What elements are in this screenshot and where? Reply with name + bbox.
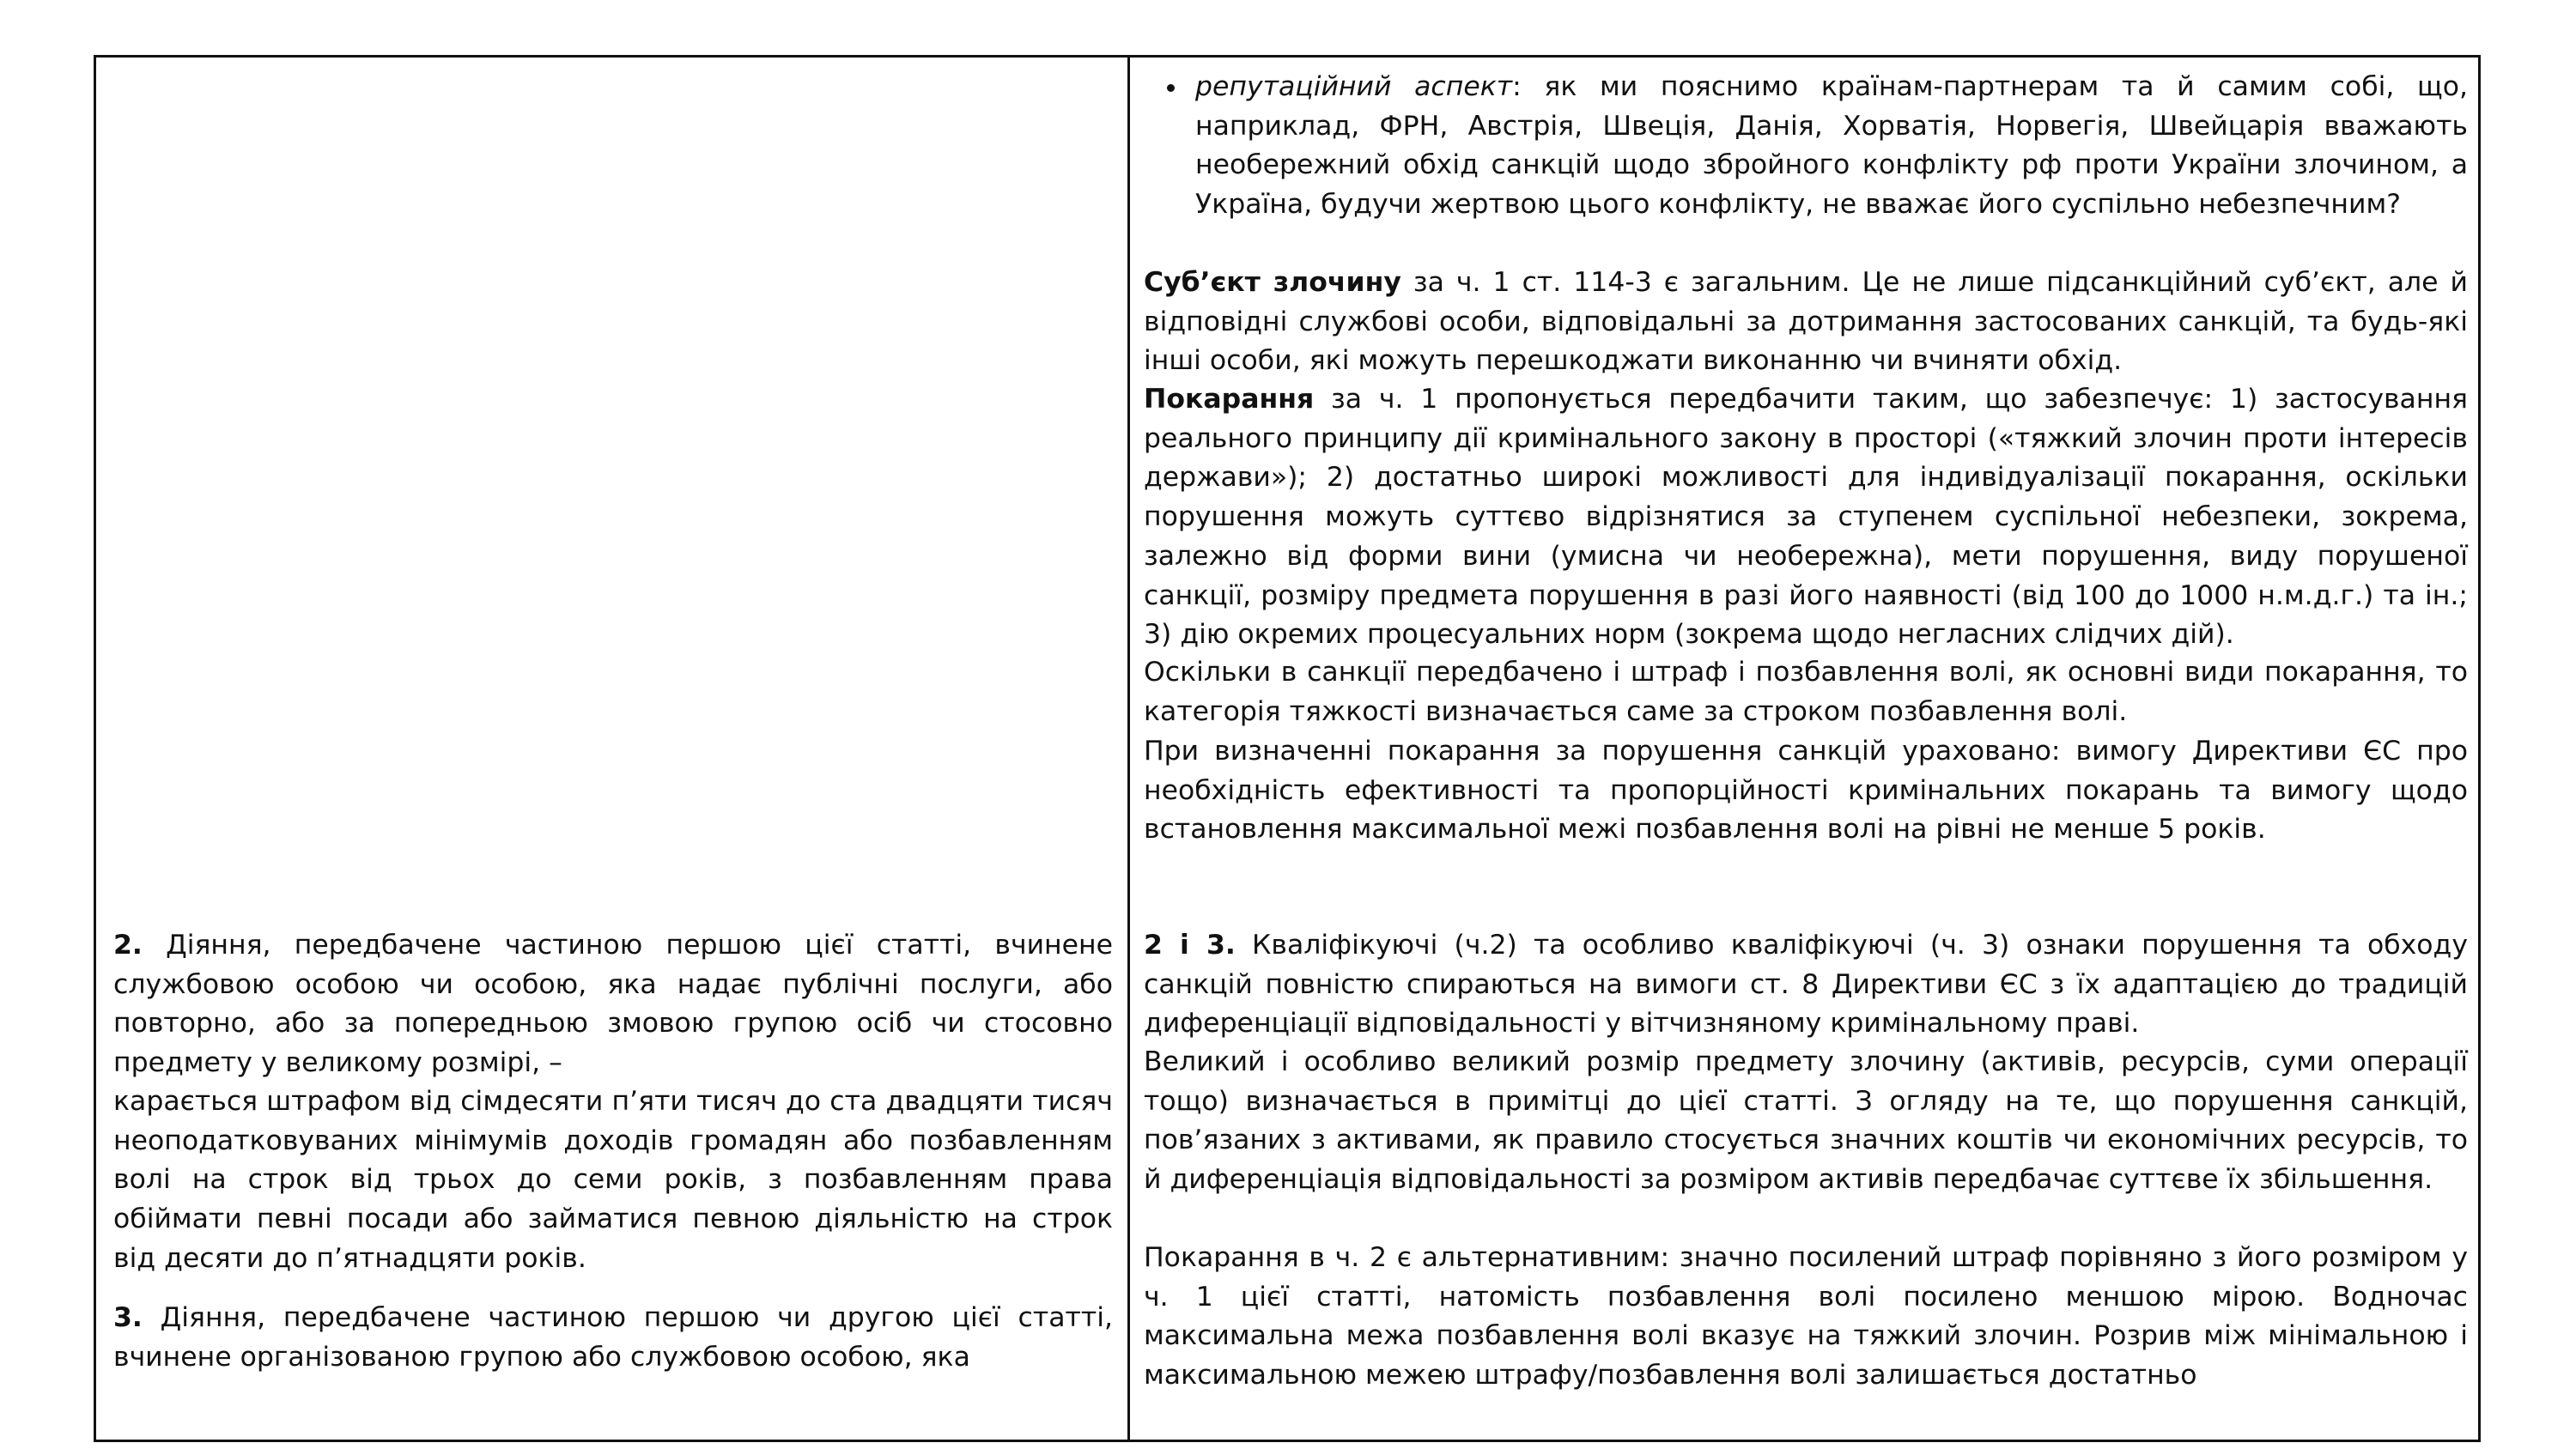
alt-punishment-paragraph: Покарання в ч. 2 є альтернативним: значно посилений штраф порівняно з його розміром у ч. 1 цієї статті, натомість позбавлення волі посилено меншою мірою. Водночас максимальна межа позбавлення волі вказує на тяжкий злочин. Розрив між мінімальною і максимальною межею штрафу/позбавлення волі залишається достатньо <box>1144 1242 2468 1391</box>
bullet-term: репутаційний аспект <box>1195 71 1513 102</box>
subject-paragraph <box>1144 264 2468 381</box>
bullet-body: : як ми пояснимо країнам-партнерам та й самим собі, що, наприклад, ФРН, Австрія, Швеція, Данія, Хорватія, Норвегія, Швейцарія вважають необережний обхід санкцій щодо збройного конфлікту рф проти України злочином, а Україна, будучи жертвою цього конфлікту, не вважає його суспільно небезпечним? <box>1195 71 2469 221</box>
bullet-text <box>1195 68 2468 225</box>
part2-text: Діяння, передбачене частиною першою цієї статті, вчинене службовою особою чи особою, яка надає публічні послуги, або повторно, або за попередньою змовою групою осіб чи стосовно предмету у великому розмірі, – <box>113 930 1113 1079</box>
comparison-table <box>94 55 2481 1442</box>
qualifying-text: Кваліфікуючі (ч.2) та особливо кваліфікуючі (ч. 3) ознаки порушення та обходу санкцій повністю спираються на вимоги ст. 8 Директиви ЄС з їх адаптацією до традицій диференціації відповідальності у вітчизняному кримінальному праві. <box>1144 930 2468 1040</box>
punishment-paragraph <box>1144 380 2468 655</box>
qualifying-lead: 2 і 3. <box>1144 930 1236 961</box>
subject-lead: Суб’єкт злочину <box>1144 267 1401 298</box>
bullet-dot-icon <box>1167 84 1175 92</box>
part2-paragraph <box>113 926 1113 1083</box>
column-divider <box>1127 58 1130 1440</box>
part2-number: 2. <box>113 930 143 961</box>
part3-number: 3. <box>113 1302 143 1333</box>
qualifying-paragraph <box>1144 926 2468 1044</box>
directive-paragraph: При визначенні покарання за порушення санкцій ураховано: вимогу Директиви ЄС про необхідність ефективності та пропорційності кримінальних покарань та вимогу щодо встановлення максимальної межі позбавлення волі на рівні не менше 5 років. <box>1144 736 2468 846</box>
part3-text: Діяння, передбачене частиною першою чи другою цієї статті, вчинене організованою групою або службовою особою, яка <box>113 1302 1113 1373</box>
punishment-lead: Покарання <box>1144 384 1315 415</box>
severity-paragraph: Оскільки в санкції передбачено і штраф і позбавлення волі, як основні види покарання, то категорія тяжкості визначається саме за строком позбавлення волі. <box>1144 657 2468 727</box>
part3-paragraph <box>113 1299 1113 1377</box>
punishment-text: за ч. 1 пропонується передбачити таким, що забезпечує: 1) застосування реального принципу дії кримінального закону в просторі («тяжкий злочин проти інтересів держави»); 2) достатньо широкі можливості для індивідуалізації покарання, оскільки порушення можуть суттєво відрізнятися за ступенем суспільної небезпеки, зокрема, залежно від форми вини (умисна чи необережна), мети порушення, виду порушеної санкції, розміру предмета порушення в разі його наявності (від 100 до 1000 н.м.д.г.) та ін.; 3) дію окремих процесуальних норм (зокрема щодо негласних слідчих дій). <box>1144 384 2468 651</box>
large-size-paragraph: Великий і особливо великий розмір предмету злочину (активів, ресурсів, суми операції тощо) визначається в примітці до цієї статті. З огляду на те, що порушення санкцій, пов’язаних з активами, як правило стосується значних коштів чи економічних ресурсів, то й диференціація відповідальності за розміром активів передбачає суттєве їх збільшення. <box>1144 1046 2468 1196</box>
subject-text: за ч. 1 ст. 114-3 є загальним. Це не лише підсанкційний суб’єкт, але й відповідні службові особи, відповідальні за дотримання застосованих санкцій, та будь-які інші особи, які можуть перешкоджати виконанню чи вчиняти обхід. <box>1144 267 2469 377</box>
part2-sanction: карається штрафом від сімдесяти п’яти тисяч до ста двадцяти тисяч неоподатковуваних мінімумів доходів громадян або позбавленням волі на строк від трьох до семи років, з позбавленням права обіймати певні посади або займатися певною діяльністю на строк від десяти до п’ятнадцяти років. <box>113 1086 1113 1274</box>
